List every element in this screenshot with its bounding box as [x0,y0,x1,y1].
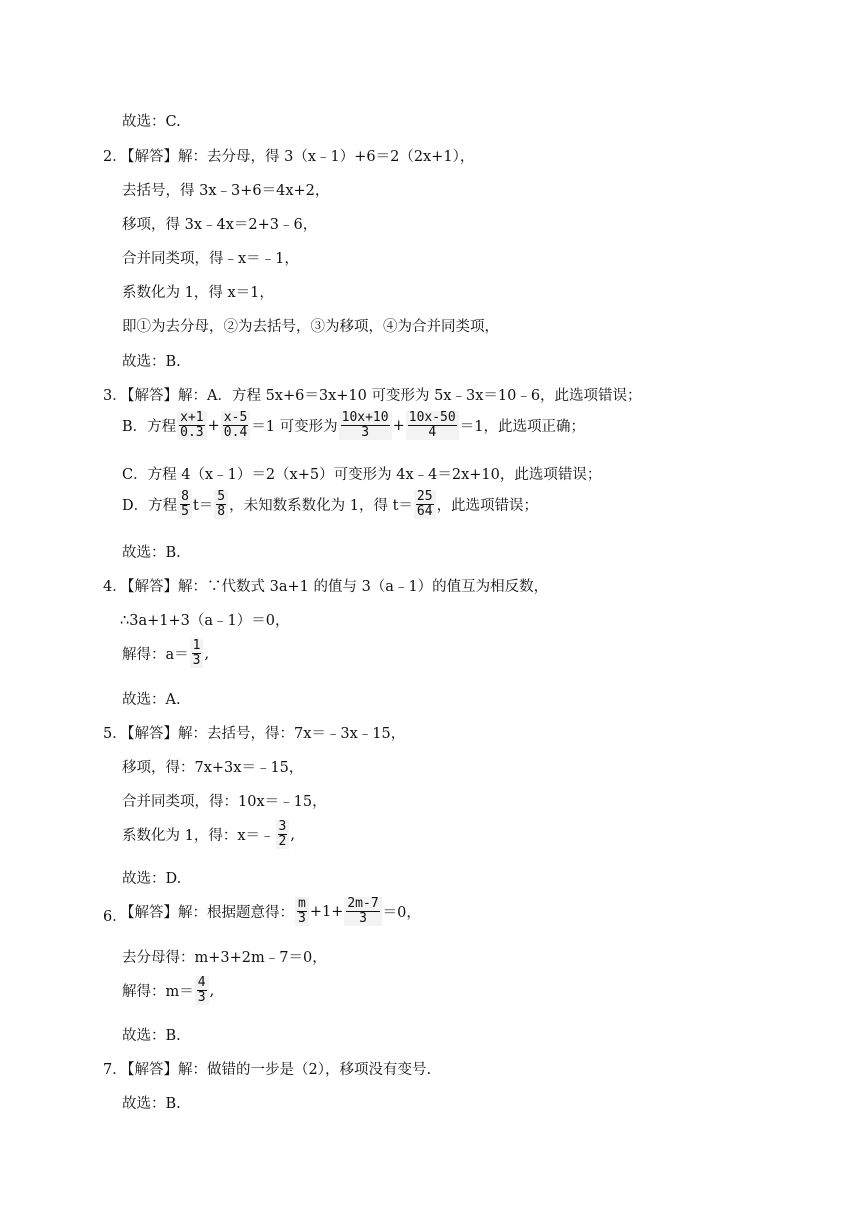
line-step [122,213,317,234]
fraction [221,411,250,440]
text: 故选：C. [122,114,181,130]
fraction [177,411,206,440]
numerator: 2m-7 [347,896,379,911]
text: 【解答】解：去分母，得 3（x﹣1）+6＝2（2x+1）， [120,149,475,165]
text: 故选：D. [122,871,182,887]
fraction [178,490,192,519]
denominator: 4 [428,425,437,440]
line-result [122,976,214,1005]
fraction [344,897,381,926]
denominator: 0.4 [223,425,248,440]
text: 故选：B. [122,354,181,370]
text: 解得：a＝ [122,647,189,663]
numerator: 4 [197,975,206,990]
denominator: 3 [361,425,370,440]
line-step [122,179,329,200]
text: 【解答】解：A．方程 5x+6＝3x+10 可变形为 5x﹣3x＝10﹣6，此选项错误； [120,388,642,404]
text: ，此选项错误； [436,498,539,514]
line-step [122,247,299,268]
line-result [122,820,295,849]
text: 移项，得：7x+3x＝﹣15， [122,760,304,776]
text: 【解答】解：∵代数式 3a+1 的值与 3（a﹣1）的值互为相反数， [120,579,549,595]
text: +1+ [309,903,344,920]
variable: t＝ [192,498,214,514]
operator: + [207,417,220,434]
text: ∴3a+1+3（a﹣1）＝0， [120,613,290,629]
line-solution-7 [120,1058,431,1079]
text: ，未知数系数化为 1，得 t＝ [229,498,413,514]
line-answer-2 [122,350,181,371]
line-solution-6 [120,897,421,926]
fraction [414,490,436,519]
line-option-d [122,490,538,519]
denominator: 8 [217,504,226,519]
text: 故选：B. [122,1096,181,1112]
text: 合并同类项，得﹣x＝﹣1， [122,251,299,267]
line-step [122,946,327,967]
line-solution-2 [120,145,474,166]
text: ＝0， [382,905,421,921]
line-answer-6 [122,1024,181,1045]
text: 7． [103,1062,127,1078]
denominator: 64 [416,504,433,519]
line-solution-3 [120,384,642,405]
text: 去分母得：m+3+2m﹣7＝0， [122,950,327,966]
text: 移项，得 3x﹣4x＝2+3﹣6， [122,217,318,233]
text: 【解答】解：根据题意得： [120,905,294,921]
line-step [122,756,303,777]
denominator: 5 [181,504,189,519]
fraction [214,490,228,519]
fraction [195,976,209,1005]
fraction [276,820,290,849]
denominator: 3 [192,653,201,668]
text: 即①为去分母，②为去括号，③为移项，④为合并同类项， [122,319,499,335]
text: 4． [103,579,127,595]
line-answer-7 [122,1092,181,1113]
text: 【解答】解：做错的一步是（2），移项没有变号. [120,1062,432,1078]
line-option-b [122,411,585,440]
text: , [290,826,295,843]
numerator: x-5 [223,410,248,425]
denominator: 0.3 [180,425,204,440]
text: 2． [103,149,127,165]
line-option-c [122,463,601,484]
line-answer-4 [122,688,181,709]
line-answer-5 [122,867,181,888]
text: 故选：B. [122,1028,181,1044]
denominator: 3 [197,990,206,1005]
line-answer-1 [122,110,181,131]
text: 系数化为 1，得：x＝﹣ [122,828,275,844]
text: 合并同类项，得：10x＝﹣15， [122,794,327,810]
line-result [122,639,209,668]
numerator: x+1 [180,410,204,425]
fraction [190,639,204,668]
text: ＝1，此选项正确； [459,419,585,435]
text: 去括号，得 3x﹣3+6＝4x+2， [122,183,330,199]
text: D．方程 [122,498,178,514]
text: 6． [103,909,127,925]
text: 3． [103,388,127,404]
line-solution-4 [120,575,548,596]
text: C．方程 4（x﹣1）＝2（x+5）可变形为 4x﹣4＝2x+10，此选项错误； [122,467,602,483]
text: 解得：m＝ [122,984,194,1000]
fraction [406,411,459,440]
operator: + [392,417,405,434]
denominator: 3 [359,911,367,926]
line-step [122,281,274,302]
text: 【解答】解：去括号，得：7x＝﹣3x﹣15， [120,726,406,742]
text: 5． [103,726,127,742]
denominator: 3 [298,911,306,926]
numerator: m [298,896,306,911]
text: 系数化为 1，得 x＝1， [122,285,274,301]
text: B．方程 [122,419,177,435]
numerator: 8 [181,489,189,504]
denominator: 2 [278,834,287,849]
line-step [122,790,327,811]
numerator: 25 [416,489,433,504]
text: 故选：A. [122,692,181,708]
fraction [339,411,392,440]
numerator: 3 [278,819,287,834]
numerator: 10x+10 [341,410,389,425]
line-solution-5 [120,722,405,743]
numerator: 10x-50 [408,410,456,425]
fraction [295,897,309,926]
text: , [209,982,215,999]
text: 故选：B. [122,545,181,561]
text: ＝1 可变形为 [251,419,338,435]
numerator: 1 [192,638,201,653]
line-step [122,315,499,336]
numerator: 5 [217,489,226,504]
line-step [120,609,289,630]
text: , [204,645,210,662]
line-answer-3 [122,541,181,562]
